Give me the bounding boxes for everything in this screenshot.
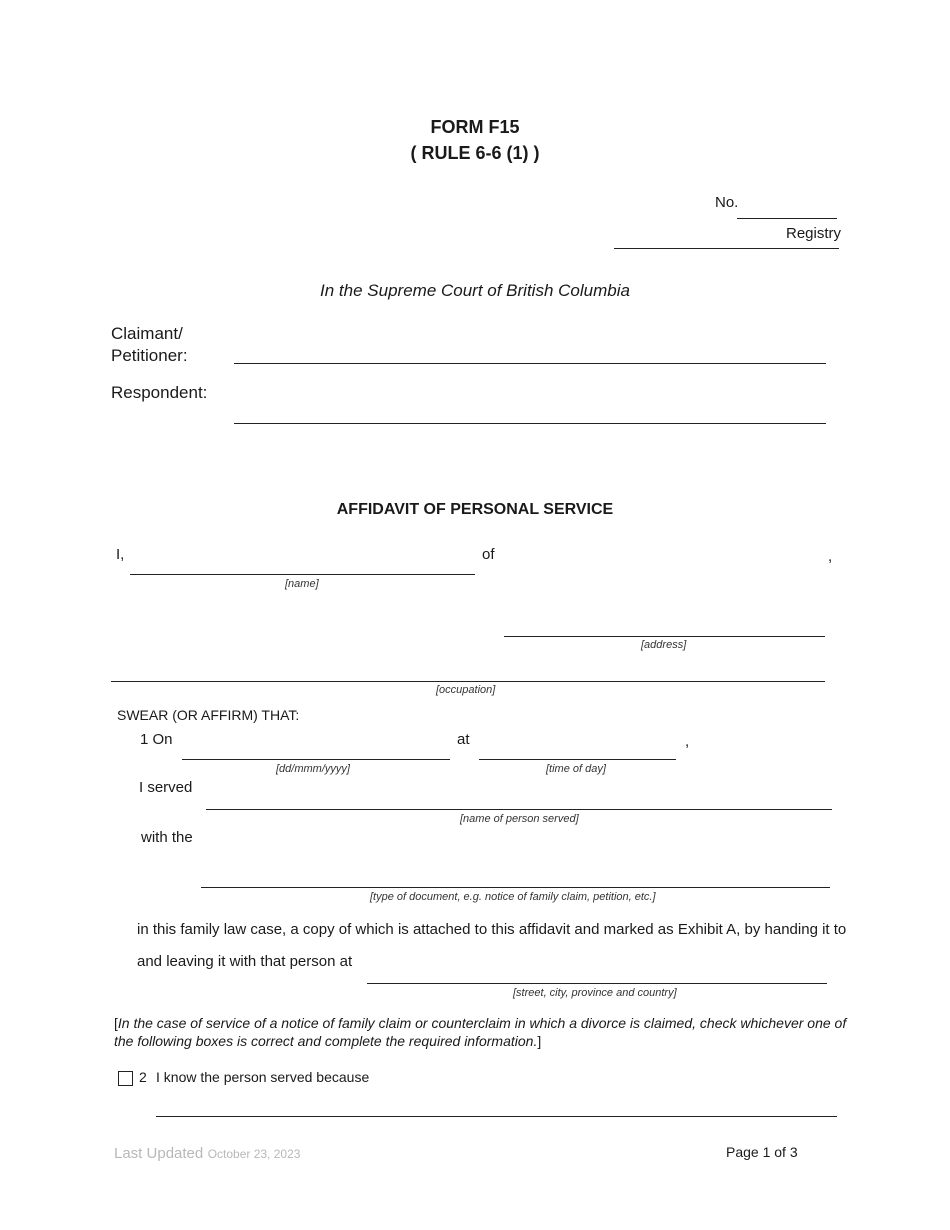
no-label: No. <box>715 194 739 211</box>
claimant-input[interactable] <box>236 340 828 362</box>
claimant-label-line2: Petitioner: <box>111 346 188 365</box>
no-underline <box>737 218 837 219</box>
document-type-underline <box>201 887 830 888</box>
occupation-underline <box>111 681 825 682</box>
occupation-input[interactable] <box>113 657 825 679</box>
divorce-note-line1 <box>114 1015 846 1031</box>
address-underline <box>504 636 825 637</box>
deponent-name-input[interactable] <box>132 550 476 572</box>
person-served-underline <box>206 809 832 810</box>
last-updated <box>114 1145 300 1163</box>
item2-number: 2 <box>139 1069 147 1085</box>
claimant-label-line1: Claimant/ <box>111 324 183 343</box>
form-rule: ( RULE 6-6 (1) ) <box>410 143 540 163</box>
divorce-note-close-bracket: ] <box>537 1033 542 1049</box>
form-number: FORM F15 <box>430 117 520 137</box>
service-paragraph-line2: and leaving it with that person at <box>137 953 353 970</box>
service-paragraph-line1: in this family law case, a copy of which is attached to this affidavit and marked as Exhibit A, by handing it to <box>137 921 847 938</box>
served-label: I served <box>139 779 193 796</box>
registry-label: Registry <box>786 225 842 242</box>
of-comma: , <box>828 548 833 565</box>
address-hint: [address] <box>641 639 687 651</box>
respondent-underline <box>234 423 826 424</box>
person-served-input[interactable] <box>208 785 832 807</box>
registry-input[interactable] <box>615 224 779 246</box>
time-comma: , <box>685 733 690 750</box>
address-input[interactable] <box>506 612 826 634</box>
at-label: at <box>457 731 470 748</box>
item1-on-label: 1 On <box>140 731 173 748</box>
item2-label: I know the person served because <box>156 1069 370 1085</box>
service-place-hint: [street, city, province and country] <box>513 987 677 999</box>
name-hint: [name] <box>285 578 319 590</box>
service-time-input[interactable] <box>481 735 677 757</box>
item2-underline <box>156 1116 837 1117</box>
swear-heading: SWEAR (OR AFFIRM) THAT: <box>117 707 300 723</box>
service-place-input[interactable] <box>369 959 828 981</box>
respondent-input[interactable] <box>236 400 828 422</box>
i-label: I, <box>116 546 125 563</box>
registry-underline <box>614 248 839 249</box>
date-underline <box>182 759 450 760</box>
of-label: of <box>482 546 495 563</box>
court-name: In the Supreme Court of British Columbia <box>320 281 630 300</box>
with-the-label: with the <box>141 829 193 846</box>
service-date-input[interactable] <box>184 735 451 757</box>
name-underline <box>130 574 475 575</box>
divorce-note-text-2: the following boxes is correct and complete the required information. <box>114 1033 538 1049</box>
last-updated-label: Last Updated <box>114 1145 204 1162</box>
know-person-reason-input[interactable] <box>158 1092 838 1114</box>
claimant-underline <box>234 363 826 364</box>
affidavit-title: AFFIDAVIT OF PERSONAL SERVICE <box>336 501 614 518</box>
person-served-hint: [name of person served] <box>460 813 579 825</box>
document-type-input[interactable] <box>203 863 830 885</box>
respondent-label: Respondent: <box>111 383 208 402</box>
occupation-hint: [occupation] <box>436 684 496 696</box>
divorce-note-text-1: In the case of service of a notice of family claim or counterclaim in which a divorce is claimed, check whichever one of <box>117 1015 847 1031</box>
time-hint: [time of day] <box>546 763 606 775</box>
page-number: Page 1 of 3 <box>726 1144 798 1160</box>
document-type-hint: [type of document, e.g. notice of family claim, petition, etc.] <box>370 891 656 903</box>
service-place-underline <box>367 983 827 984</box>
court-file-number-input[interactable] <box>738 193 838 215</box>
know-person-checkbox[interactable] <box>118 1071 133 1086</box>
divorce-note-line2 <box>114 1033 541 1049</box>
divorce-note-open-bracket: [ <box>114 1015 118 1031</box>
date-hint: [dd/mmm/yyyy] <box>276 763 350 775</box>
time-underline <box>479 759 676 760</box>
last-updated-date: October 23, 2023 <box>207 1147 301 1161</box>
